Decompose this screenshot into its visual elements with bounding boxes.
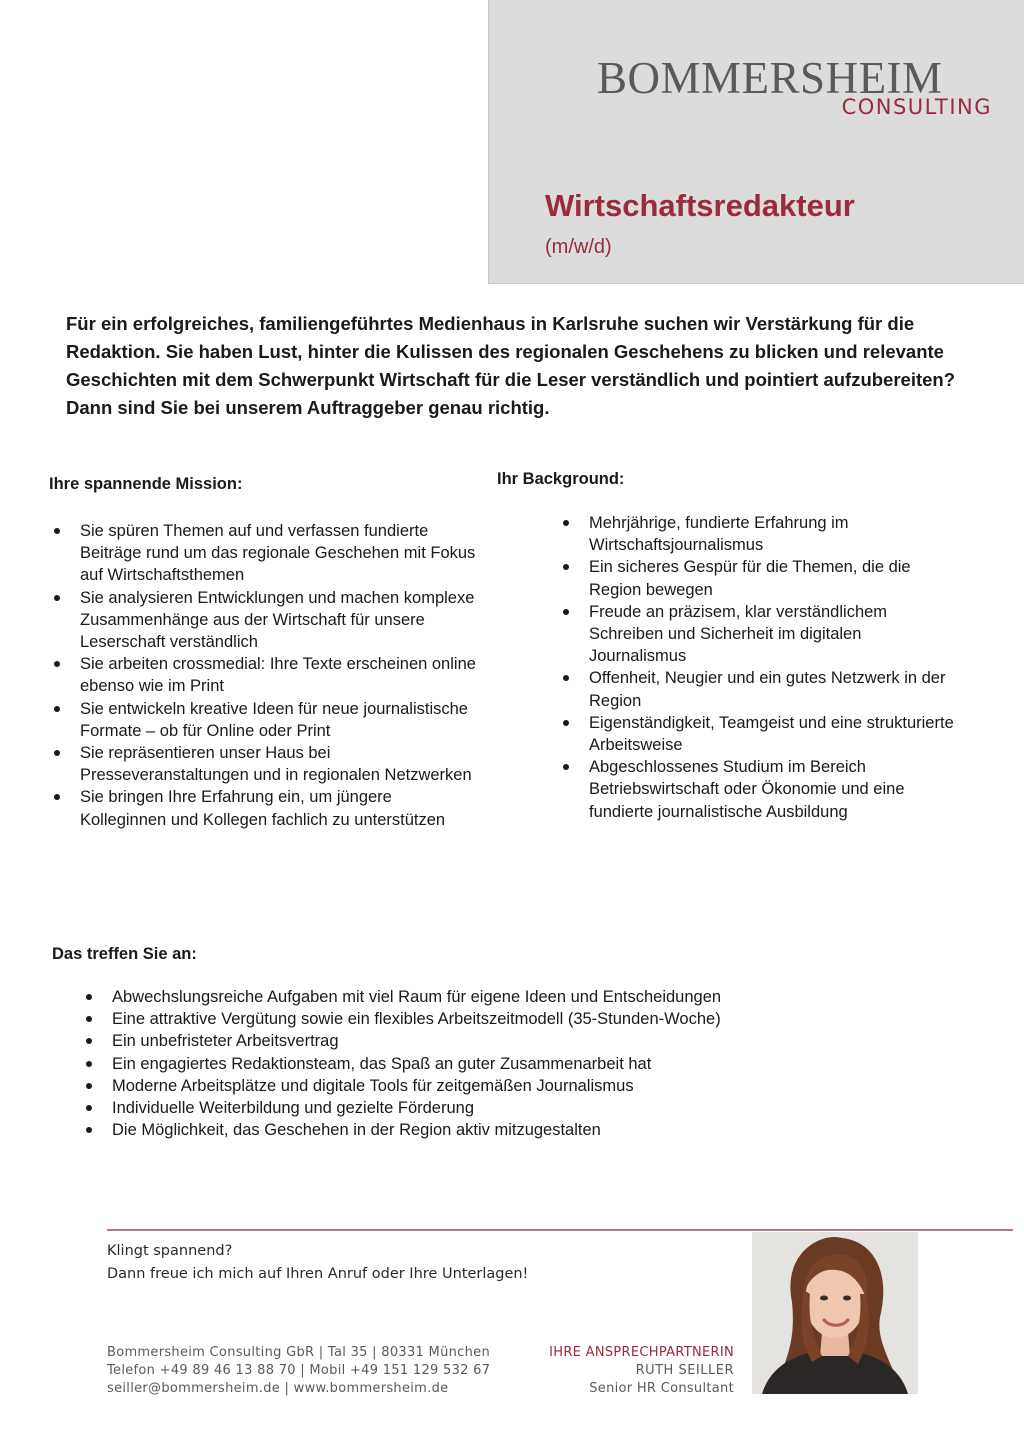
mission-heading: Ihre spannende Mission: [49, 475, 243, 493]
job-title: Wirtschaftsredakteur [545, 188, 855, 223]
portrait-illustration [752, 1232, 918, 1394]
contact-name: RUTH SEILLER [635, 1363, 734, 1378]
list-item: Abgeschlossenes Studium im Bereich Betriebswirtschaft oder Ökonomie und eine fundierte journalistische Ausbildung [559, 756, 959, 823]
cta-line-2: Dann freue ich mich auf Ihren Anruf oder Ihre Unterlagen! [107, 1266, 529, 1282]
background-heading: Ihr Background: [497, 470, 625, 488]
mission-list [50, 520, 480, 831]
list-item: Eine attraktive Vergütung sowie ein flexibles Arbeitszeitmodell (35-Stunden-Woche) [82, 1008, 942, 1030]
list-item: Freude an präzisem, klar verständlichem Schreiben und Sicherheit im digitalen Journalismus [559, 601, 959, 668]
contact-label: IHRE ANSPRECHPARTNERIN [549, 1345, 734, 1360]
list-item: Sie arbeiten crossmedial: Ihre Texte erscheinen online ebenso wie im Print [50, 653, 480, 697]
intro-paragraph: Für ein erfolgreiches, familiengeführtes Medienhaus in Karlsruhe suchen wir Verstärkung für die Redaktion. Sie haben Lust, hinter die Kulissen des regionalen Geschehens zu blicken und relevante Geschichten mit dem Schwerpunkt Wirtschaft für die Leser verständlich und pointiert aufzubereiten? Dann sind Sie bei unserem Auftraggeber genau richtig. [66, 313, 956, 418]
list-item: Eigenständigkeit, Teamgeist und eine strukturierte Arbeitsweise [559, 712, 959, 756]
job-title-suffix: (m/w/d) [545, 236, 612, 258]
list-item: Abwechslungsreiche Aufgaben mit viel Raum für eigene Ideen und Entscheidungen [82, 986, 942, 1008]
footer-divider [107, 1229, 1013, 1231]
list-item: Ein engagiertes Redaktionsteam, das Spaß an guter Zusammenarbeit hat [82, 1053, 942, 1075]
list-item: Sie spüren Themen auf und verfassen fundierte Beiträge rund um das regionale Geschehen mit Fokus auf Wirtschaftsthemen [50, 520, 480, 587]
address-line-1: Bommersheim Consulting GbR | Tal 35 | 80331 München [107, 1345, 490, 1360]
company-logo-sub: CONSULTING [841, 95, 992, 119]
contact-photo [752, 1232, 918, 1394]
contact-role: Senior HR Consultant [589, 1381, 734, 1396]
list-item: Die Möglichkeit, das Geschehen in der Region aktiv mitzugestalten [82, 1119, 942, 1141]
offer-list [82, 986, 942, 1141]
list-item: Individuelle Weiterbildung und gezielte Förderung [82, 1097, 942, 1119]
address-line-3: seiller@bommersheim.de | www.bommersheim.de [107, 1381, 449, 1396]
list-item: Sie bringen Ihre Erfahrung ein, um jüngere Kolleginnen und Kollegen fachlich zu unterstützen [50, 786, 480, 830]
address-line-2: Telefon +49 89 46 13 88 70 | Mobil +49 151 129 532 67 [107, 1363, 491, 1378]
cta-line-1: Klingt spannend? [107, 1243, 233, 1259]
list-item: Sie entwickeln kreative Ideen für neue journalistische Formate – ob für Online oder Print [50, 698, 480, 742]
list-item: Mehrjährige, fundierte Erfahrung im Wirtschaftsjournalismus [559, 512, 959, 556]
list-item: Offenheit, Neugier und ein gutes Netzwerk in der Region [559, 667, 959, 711]
list-item: Sie repräsentieren unser Haus bei Presseveranstaltungen und in regionalen Netzwerken [50, 742, 480, 786]
header-panel [488, 0, 1024, 284]
offer-heading: Das treffen Sie an: [52, 945, 197, 963]
background-list [559, 512, 959, 823]
company-logo-main: BOMMERSHEIM [597, 53, 943, 103]
list-item: Ein sicheres Gespür für die Themen, die die Region bewegen [559, 556, 959, 600]
list-item: Ein unbefristeter Arbeitsvertrag [82, 1030, 942, 1052]
list-item: Sie analysieren Entwicklungen und machen komplexe Zusammenhänge aus der Wirtschaft für unsere Leserschaft verständlich [50, 587, 480, 654]
list-item: Moderne Arbeitsplätze und digitale Tools für zeitgemäßen Journalismus [82, 1075, 942, 1097]
